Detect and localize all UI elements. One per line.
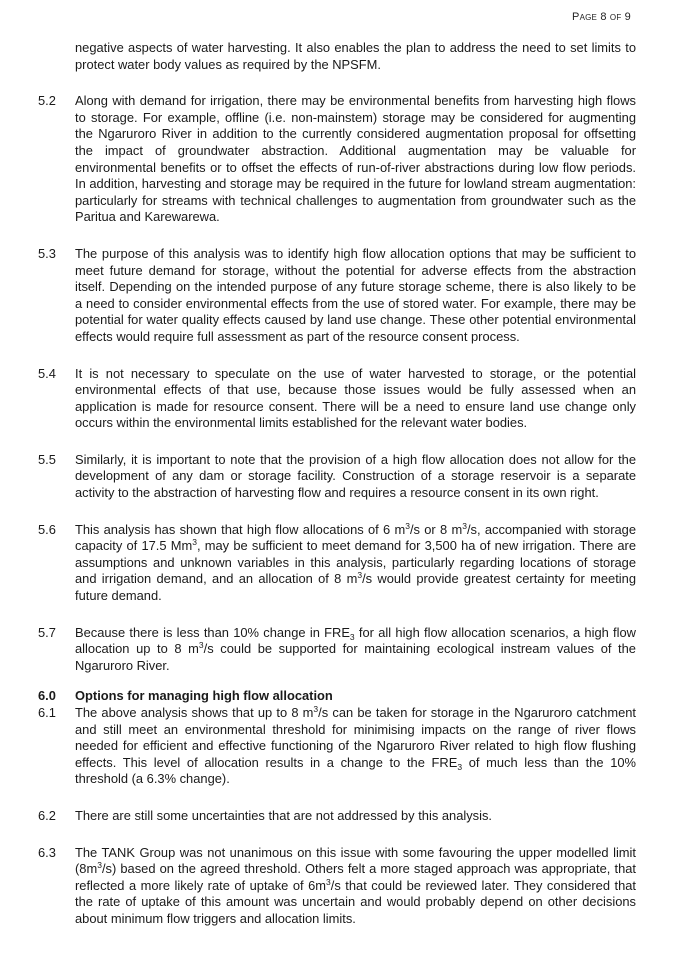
paragraph-text: The purpose of this analysis was to identify high flow allocation options that may be sufficient to meet future demand for storage, without the potential for adverse effects from the abstraction itself. Depending on the intended purpose of any future storage scheme, there is also likely to be a need to consider environmental effects from the use of stored water. For example, there may be potential for water quality effects caused by land use change. These other potential environmental effects would require full assessment as part of the resource consent process. <box>75 245 636 344</box>
paragraph-5-2 <box>38 93 636 226</box>
section-heading <box>38 688 636 705</box>
paragraph-text: Similarly, it is important to note that the provision of a high flow allocation does not allow for the development of any dam or storage facility. Construction of a storage reservoir is a separate activity to the abstraction of harvesting flow and requires a resource consent in its own right. <box>75 451 636 501</box>
paragraph-6-3 <box>38 845 636 928</box>
paragraph-number: 6.1 <box>38 705 56 720</box>
paragraph-text: negative aspects of water harvesting. It also enables the plan to address the need to set limits to protect water body values as required by the NPSFM. <box>75 40 636 72</box>
paragraph-continuation <box>38 40 636 73</box>
paragraph-number: 5.7 <box>38 624 56 640</box>
paragraph-number: 5.6 <box>38 521 56 537</box>
paragraph-number: 5.4 <box>38 365 56 381</box>
paragraph-text: There are still some uncertainties that are not addressed by this analysis. <box>75 807 493 823</box>
paragraph-6-2 <box>38 808 636 825</box>
paragraph-number: 5.5 <box>38 451 56 467</box>
paragraph-text: Because there is less than 10% change in $FRE_3$ for all high flow allocation scenarios, a high flow allocation up to 8 $m^3/s$ could be supported for maintaining ecological instream values of the Ngaruroro River. <box>75 624 636 673</box>
paragraph-number: 5.2 <box>38 93 56 109</box>
paragraph-text: This analysis has shown that high flow allocations of 6 $m^3/s$ or 8 $m^3/s$, accompanied with storage capacity of 17.5 Mm$^3$, may be sufficient to meet demand for 3,500 ha of new irrigation. There are assumptions and unknown variables in this analysis, particularly regarding locations of storage and irrigation demand, and an allocation of 8 $m^3/s$ would provide greatest certainty for meeting future demand. <box>75 520 637 604</box>
paragraph-list <box>38 40 636 674</box>
page-number-label: Page 8 of 9 <box>572 11 631 23</box>
paragraph-5-3 <box>38 246 636 346</box>
paragraph-5-7 <box>38 625 636 675</box>
paragraph-number: 6.3 <box>38 844 56 860</box>
paragraph-5-5 <box>38 452 636 502</box>
paragraph-5-4 <box>38 366 636 432</box>
paragraph-5-6 <box>38 522 636 605</box>
paragraph-text: Along with demand for irrigation, there may be environmental benefits from harvesting high flows to storage. For example, offline (i.e. non-mainstem) storage may be considered for augmenting the Ngaruroro River in addition to the currently considered augmentation proposal for offsetting the impact of groundwater abstraction. Additional augmentation may be valuable for environmental benefits or to offset the effects of run-of-river abstractions during low flow periods. In addition, harvesting and storage may be required in the future for lowland stream augmentation: particularly for streams with technical challenges to augmentation from groundwater such as the Paritua and Karewarewa. <box>75 93 636 225</box>
paragraph-text: The above analysis shows that up to 8 $m^3/s$ can be taken for storage in the Ngaruroro catchment and still meet an environmental threshold for minimising impacts on the range of river flows needed for efficient and effective functioning of the Ngaruroro River related to high flow flushing effects. This level of allocation results in a change to the $FRE_3$ of much less than the 10% threshold (a 6.3% change). <box>75 704 636 787</box>
section-number: 6.0 <box>38 688 56 704</box>
section-paragraph-list <box>38 705 636 928</box>
paragraph-number: 5.3 <box>38 245 56 261</box>
document-body <box>38 40 636 948</box>
paragraph-number: 6.2 <box>38 807 56 823</box>
section-title: Options for managing high flow allocation <box>75 688 333 704</box>
paragraph-text: The TANK Group was not unanimous on this issue with some favouring the upper modelled limit $(8m^3/s)$ based on the agreed threshold. Others felt a more staged approach was appropriate, that reflected a more likely rate of uptake of $6m^3/s$ that could be reviewed later. They considered that the rate of uptake of this amount was uncertain and would probably depend on other decisions about minimum flow triggers and allocation limits. <box>75 844 637 926</box>
paragraph-text: It is not necessary to speculate on the use of water harvested to storage, or the potential environmental effects of that use, because those issues would be fully assessed when an application is made for resource consent. There will be a need to ensure land use change only occurs within the environmental limits established for the relevant water bodies. <box>75 365 636 431</box>
paragraph-6-1 <box>38 705 636 788</box>
